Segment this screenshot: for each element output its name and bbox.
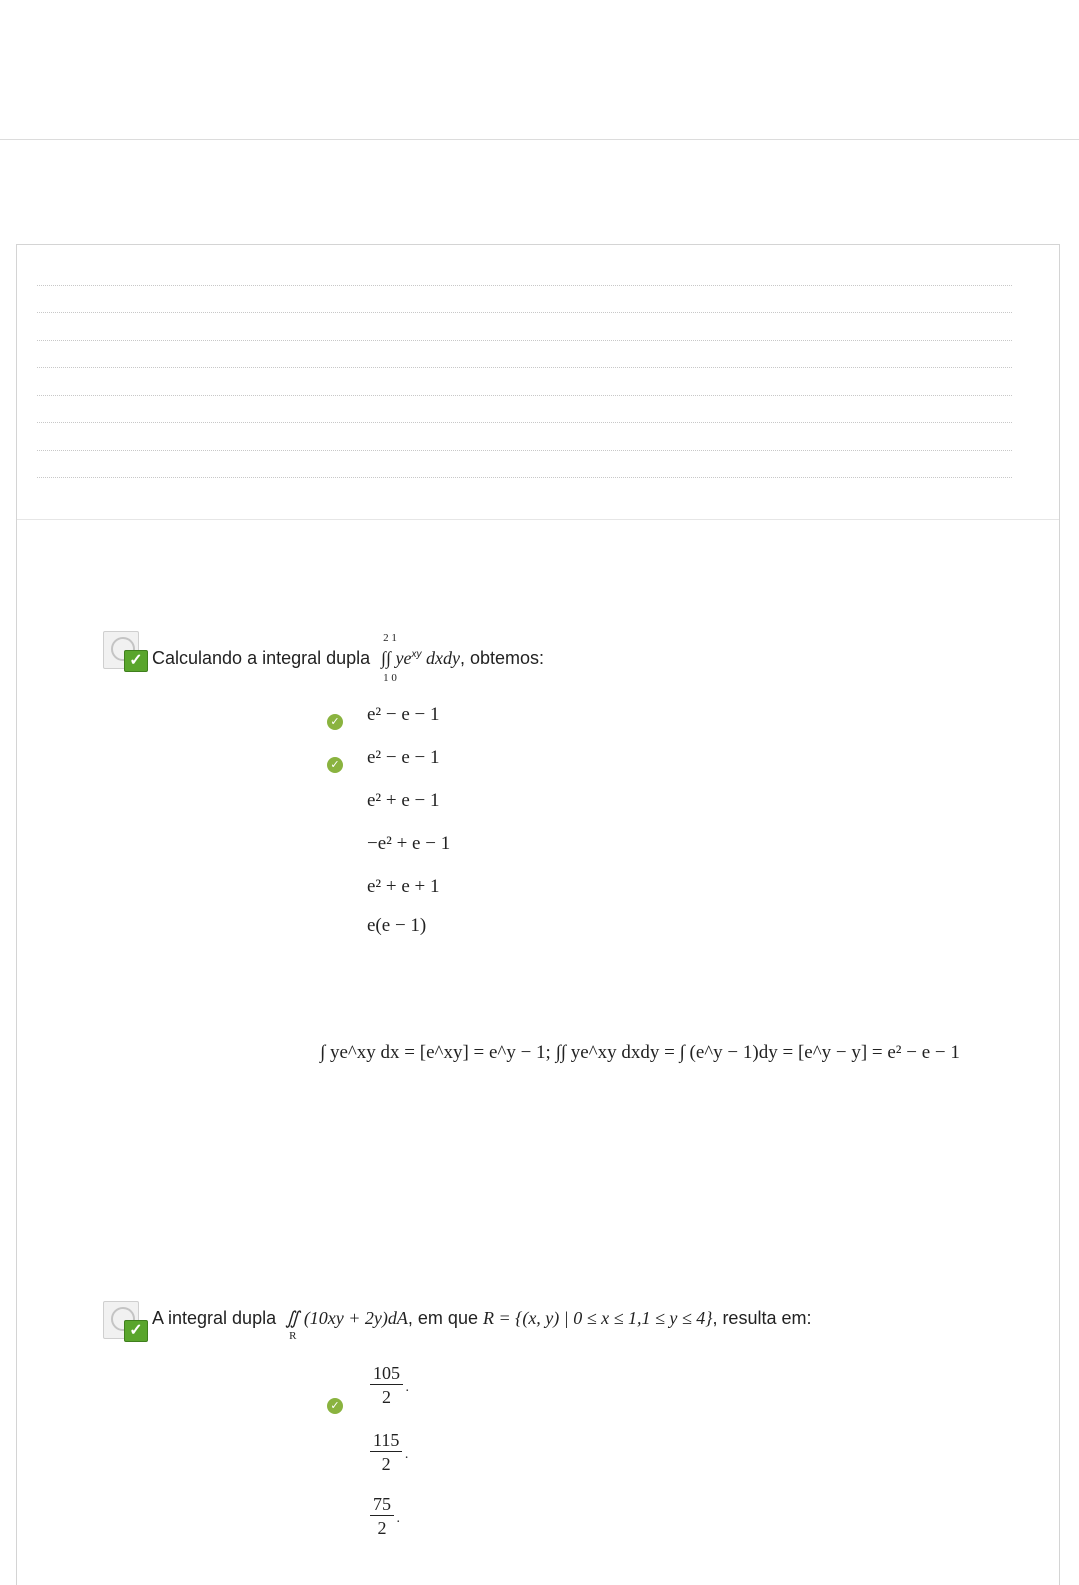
divider (37, 285, 1012, 286)
content-panel (16, 244, 1060, 1585)
divider (37, 340, 1012, 341)
answered-check-icon: ✓ (103, 1301, 145, 1343)
correct-check-icon: ✓ (327, 714, 343, 730)
question-2-suffix: , resulta em: (712, 1308, 812, 1328)
option-6[interactable]: e(e − 1) (367, 915, 427, 936)
question-1-text (152, 632, 545, 684)
question-2-region: R = {(x, y) | 0 ≤ x ≤ 1,1 ≤ y ≤ 4} (482, 1308, 713, 1328)
divider (37, 477, 1012, 478)
option-1[interactable]: e² − e − 1 (367, 704, 440, 725)
question-2-middle: , em que (407, 1308, 478, 1328)
top-header (0, 0, 1079, 140)
divider (37, 450, 1012, 451)
option-4[interactable]: −e² + e − 1 (367, 833, 451, 854)
option-a[interactable]: 105 2 . (370, 1362, 403, 1409)
divider (37, 422, 1012, 423)
option-5[interactable]: e² + e + 1 (367, 876, 440, 897)
question-2-integral: ∬ (10xy + 2y)dA R (285, 1308, 408, 1342)
question-2-prefix: A integral dupla (152, 1308, 277, 1328)
question-1-integral: 2 1 ∫∫ $ye^{xy}$ dxdy 1 0 (381, 632, 460, 684)
explanation-formula: ∫ ye^xy dx = [e^xy] = e^y − 1; ∫∫ ye^xy dxdy = ∫ (e^y − 1)dy = [e^y − y] = e² − e − 1 (320, 1042, 960, 1063)
option-3[interactable]: e² + e − 1 (367, 790, 440, 811)
question-1-suffix: , obtemos: (460, 648, 545, 668)
question-2-text (152, 1308, 812, 1342)
divider (37, 312, 1012, 313)
explanation (320, 1024, 960, 1094)
info-box (17, 245, 1059, 520)
divider (37, 395, 1012, 396)
option-c[interactable]: 75 2 . (370, 1493, 394, 1540)
divider (37, 367, 1012, 368)
answered-check-icon: ✓ (103, 631, 145, 673)
option-b[interactable]: 115 2 . (370, 1429, 402, 1476)
option-2[interactable]: e² − e − 1 (367, 747, 440, 768)
correct-check-icon: ✓ (327, 757, 343, 773)
question-1-prefix: Calculando a integral dupla (152, 648, 371, 668)
correct-check-icon: ✓ (327, 1398, 343, 1414)
